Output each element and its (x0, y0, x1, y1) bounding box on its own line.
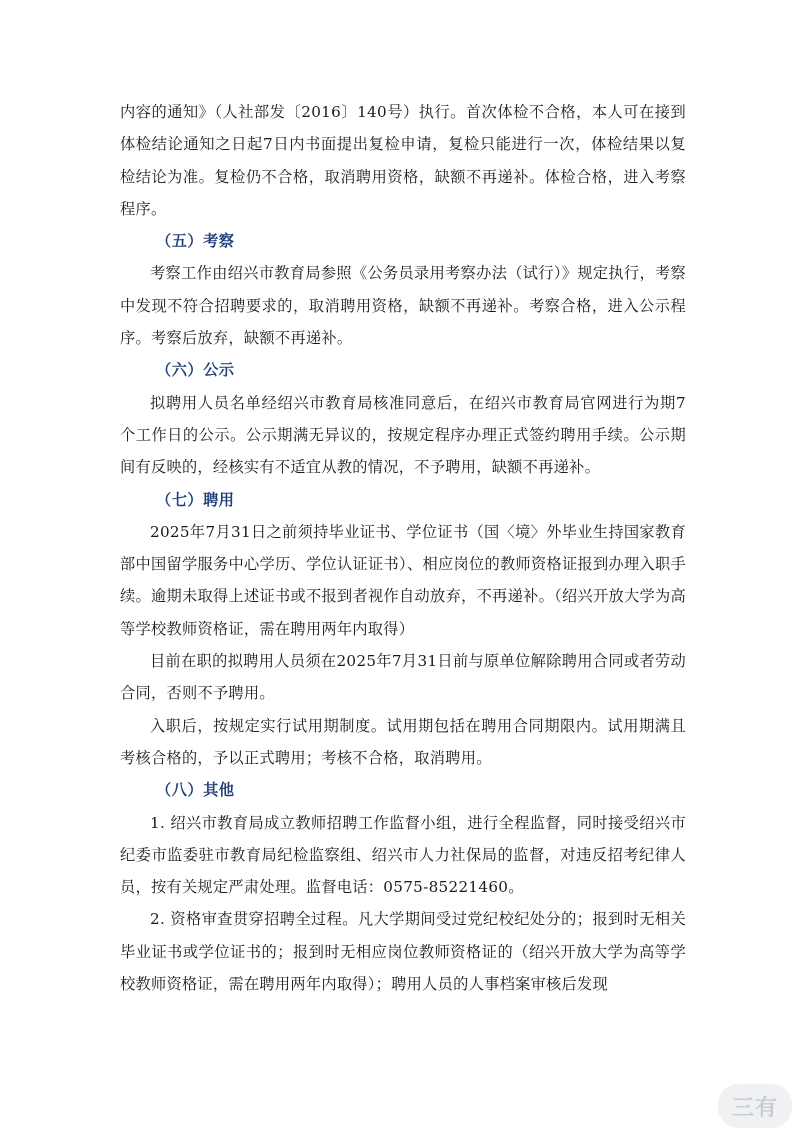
document-body (120, 96, 686, 1000)
paragraph-employment-probation: 入职后，按规定实行试用期制度。试用期包括在聘用合同期限内。试用期满且考核合格的，予以正式聘用；考核不合格，取消聘用。 (120, 716, 686, 767)
paragraph-employment-contract: 目前在职的拟聘用人员须在2025年7月31日前与原单位解除聘用合同或者劳动合同，否则不予聘用。 (120, 652, 686, 703)
paragraph-other-supervision: 1. 绍兴市教育局成立教师招聘工作监督小组，进行全程监督，同时接受绍兴市纪委市监委驻市教育局纪检监察组、绍兴市人力社保局的监督，对违反招考纪律人员，按有关规定严肃处理。监督电话：0575-85221460。 (120, 813, 686, 897)
heading-employment: （七）聘用 (156, 490, 235, 509)
paragraph-public-notice: 拟聘用人员名单经绍兴市教育局核准同意后，在绍兴市教育局官网进行为期7个工作日的公示。公示期满无异议的，按规定程序办理正式签约聘用手续。公示期间有反映的，经核实有不适宜从教的情况，不予聘用，缺额不再递补。 (120, 393, 686, 477)
paragraph-investigation: 考察工作由绍兴市教育局参照《公务员录用考察办法（试行）》规定执行，考察中发现不符合招聘要求的，取消聘用资格，缺额不再递补。考察合格，进入公示程序。考察后放弃，缺额不再递补。 (120, 264, 686, 348)
heading-public-notice: （六）公示 (156, 361, 235, 380)
paragraph-employment-certificates: 2025年7月31日之前须持毕业证书、学位证书（国〈境〉外毕业生持国家教育部中国留学服务中心学历、学位认证证书）、相应岗位的教师资格证报到办理入职手续。逾期未取得上述证书或不报到者视作自动放弃，不再递补。（绍兴开放大学为高等学校教师资格证，需在聘用两年内取得） (120, 522, 686, 638)
watermark-logo: 三有 (718, 1084, 792, 1128)
paragraph-other-qualification: 2. 资格审查贯穿招聘全过程。凡大学期间受过党纪校纪处分的；报到时无相关毕业证书或学位证书的；报到时无相应岗位教师资格证的（绍兴开放大学为高等学校教师资格证，需在聘用两年内取得）；聘用人员的人事档案审核后发现 (120, 910, 686, 994)
heading-investigation: （五）考察 (156, 232, 235, 251)
paragraph-physical-exam: 内容的通知》（人社部发〔2016〕140号）执行。首次体检不合格，本人可在接到体检结论通知之日起7日内书面提出复检申请，复检只能进行一次，体检结果以复检结论为准。复检仍不合格，取消聘用资格，缺额不再递补。体检合格，进入考察程序。 (120, 103, 686, 218)
heading-other: （八）其他 (156, 781, 235, 800)
